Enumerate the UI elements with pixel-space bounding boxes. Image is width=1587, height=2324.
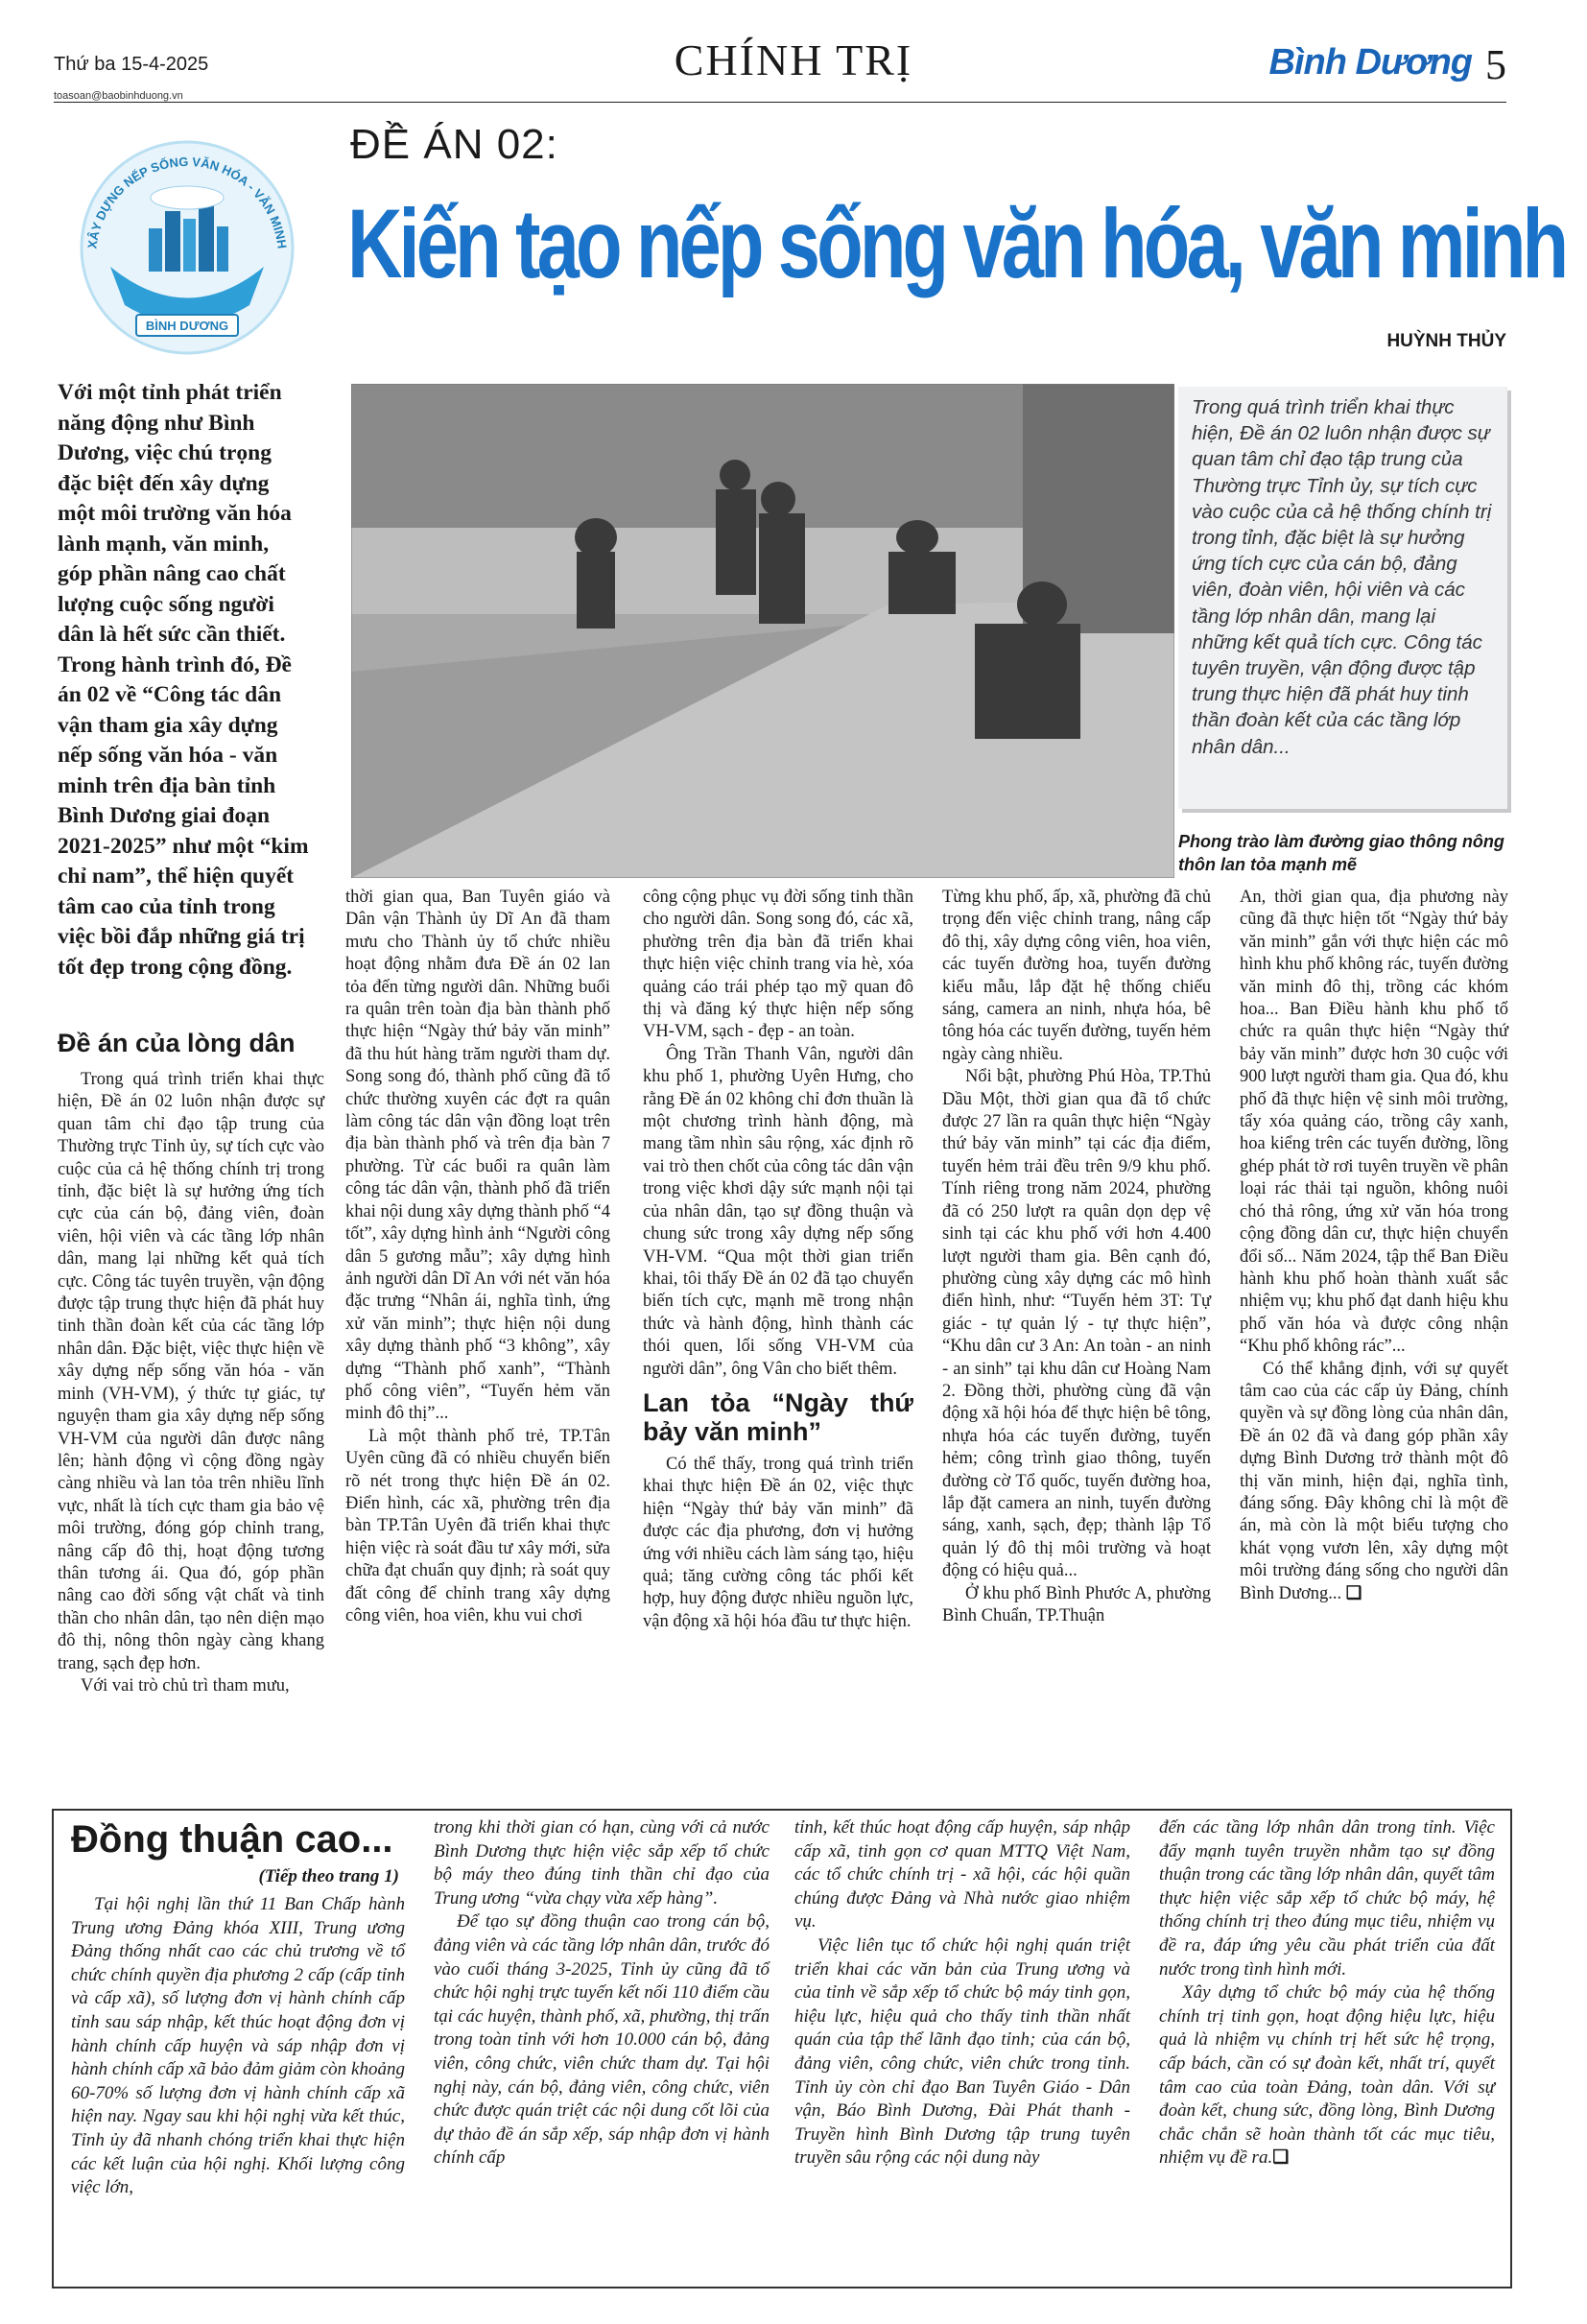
section-title: CHÍNH TRỊ (674, 36, 913, 84)
logo-ribbon-text: BÌNH DƯƠNG (145, 319, 229, 333)
page-number: 5 (1485, 41, 1506, 88)
road-construction-photo (351, 384, 1174, 878)
paragraph: An, thời gian qua, địa phương này cũng đã thực hiện tốt “Ngày thứ bảy văn minh” gắn với thực hiện các mô hình khu phố không rác, tuyến đường văn minh đô thị, trồng các khóm hoa... Ban Điều hành khu phố tổ chức ra quân thực hiện “Ngày thứ bảy văn minh” được hơn 30 cuộc với 900 lượt người tham gia. Qua đó, khu phố đã thực hiện vệ sinh môi trường, tẩy xóa quảng cáo, trồng cây xanh, hoa kiểng trên các tuyến đường, lồng ghép phát tờ rơi tuyên truyền về phân loại rác thải tại nguồn, không nuôi chó thả rông, ứng xử văn hóa trong cộng đồng dân cư, thực hiện chuyển đổi số... Năm 2024, tập thể Ban Điều hành khu phố hoàn thành xuất sắc nhiệm vụ; khu phố đạt danh hiệu khu phố văn hóa và được công nhận “Khu phố không rác”... (1240, 888, 1508, 1357)
subhead-de-an-long-dan: Đề án của lòng dân (58, 1029, 296, 1057)
paragraph: đến các tầng lớp nhân dân trong tỉnh. Việc đẩy mạnh tuyên truyền nhằm tạo sự đồng thuận trong các tầng lớp nhân dân, quyết tâm thực hiện việc sắp xếp tổ chức bộ máy, hệ thống chính trị theo đúng mục tiêu, nhiệm vụ đề ra, đáp ứng yêu cầu phát triển của đất nước trong tình hình mới. (1159, 1817, 1495, 1980)
article-column-3 (643, 887, 913, 1633)
campaign-logo (58, 123, 317, 374)
article-kicker: ĐỀ ÁN 02: (350, 121, 558, 168)
paragraph: tỉnh, kết thúc hoạt động cấp huyện, sáp nhập cấp xã, tinh gọn cơ quan MTTQ Việt Nam, các tổ chức chính trị - xã hội, các hội quần chúng được Đảng và Nhà nước giao nhiệm vụ. (794, 1817, 1130, 1933)
article-lead: Với một tỉnh phát triển năng động như Bình Dương, việc chú trọng đặc biệt đến xây dựng một môi trường văn hóa lành mạnh, văn minh, góp phần nâng cao chất lượng cuộc sống người dân là hết sức cần thiết. Trong hành trình đó, Đề án 02 về “Công tác dân vận tham gia xây dựng nếp sống văn hóa - văn minh trên địa bàn tỉnh Bình Dương giai đoạn 2021-2025” như một “kim chỉ nam”, thể hiện quyết tâm cao của tỉnh trong việc bồi đắp những giá trị tốt đẹp trong cộng đồng. (58, 380, 309, 980)
paragraph: Ông Trần Thanh Vân, người dân khu phố 1, phường Uyên Hưng, cho rằng Đề án 02 không chỉ đơn thuần là một chương trình hành động, mà mang tầm nhìn sâu rộng, xác định rõ vai trò then chốt của công tác dân vận trong việc khơi dậy sức mạnh nội tại của nhân dân, tạo sự đồng thuận và chung sức trong xây dựng nếp sống VH-VM. “Qua một thời gian triển khai, tôi thấy Đề án 02 đã tạo chuyển biến tích cực, mạnh mẽ trong nhận thức và hành động, hình thành các thói quen, lối sống VH-VM của người dân”, ông Vân cho biết thêm. (643, 1044, 913, 1379)
paragraph (1240, 1359, 1508, 1605)
article-author: HUỲNH THỦY (1386, 331, 1506, 351)
article-title: Kiến tạo nếp sống văn hóa, văn minh (347, 189, 1566, 298)
continued-from: (Tiếp theo trang 1) (258, 1866, 399, 1886)
paragraph: Có thể thấy, trong quá trình triển khai thực hiện Đề án 02, việc thực hiện “Ngày thứ bảy văn minh” đã được các địa phương, đơn vị hưởng ứng với nhiều cách làm sáng tạo, hiệu quả; tăng cường công tác phối kết hợp, huy động được nhiều nguồn lực, vận động xã hội hóa đầu tư thực hiện. (643, 1454, 913, 1631)
paragraph: trong khi thời gian có hạn, cùng với cả nước Bình Dương thực hiện việc sắp xếp tổ chức bộ máy theo đúng tinh thần chỉ đạo của Trung ương “vừa chạy vừa xếp hàng”. (434, 1817, 770, 1909)
paragraph: Nổi bật, phường Phú Hòa, TP.Thủ Dầu Một, thời gian qua đã tổ chức được 27 lần ra quân thực hiện “Ngày thứ bảy văn minh” tại các địa điểm, tuyến hẻm trải đều trên 9/9 khu phố. Tính riêng trong năm 2024, phường đã có 250 lượt ra quân dọn dẹp vệ sinh tại các khu phố với hơn 4.400 lượt người tham gia. Bên cạnh đó, phường cùng xây dựng các mô hình điển hình, như: “Tuyến hẻm 3T: Tự giác - tự quản lý - tự thực hiện”, “Khu dân cư 3 An: An toàn - an ninh - an sinh” tại khu dân cư Hoàng Nam 2. Đồng thời, phường cùng đã vận động xã hội hóa để thực hiện bê tông, nhựa hóa các tuyến đường, tuyến hẻm; công trình giao thông, tuyến đường cờ Tổ quốc, tuyến đường hoa, lắp đặt camera an ninh, tuyến đường sáng, xanh, sạch, đẹp; thành lập Tổ quản lý đô thị môi trường và hoạt động có hiệu quả... (942, 1067, 1211, 1581)
photo-caption: Phong trào làm đường giao thông nông thôn lan tỏa mạnh mẽ (1178, 832, 1504, 874)
paragraph-text: Xây dựng tổ chức bộ máy của hệ thống chính trị tinh gọn, hoạt động hiệu lực, hiệu quả là nhiệm vụ chính trị hết sức hệ trọng, cấp bách, cần có sự đoàn kết, nhất trí, quyết tâm cao của toàn Đảng, toàn dân. Với sự đoàn kết, chung sức, đồng lòng, Bình Dương chắc chắn sẽ hoàn thành tốt các mục tiêu, nhiệm vụ đề ra. (1159, 1982, 1495, 2169)
article-column-1 (58, 1069, 324, 1697)
continued-column-4 (1159, 1816, 1495, 2170)
paragraph: công cộng phục vụ đời sống tinh thần cho người dân. Song song đó, các xã, phường trên địa bàn đã triển khai thực hiện việc chỉnh trang vỉa hè, xóa quảng cáo trái phép tạo mỹ quan đô thị và đăng ký thực hiện nếp sống VH-VM, sạch - đẹp - an toàn. (643, 888, 913, 1042)
paragraph: Ở khu phố Bình Phước A, phường Bình Chuẩn, TP.Thuận (942, 1583, 1211, 1625)
end-mark-icon: ❑ (1345, 1583, 1362, 1603)
end-mark-icon: ❑ (1272, 2147, 1290, 2169)
paragraph-text: Có thể khẳng định, với sự quyết tâm cao của các cấp ủy Đảng, chính quyền và sự đồng lòng của nhân dân, Đề án 02 đã và đang góp phần xây dựng Bình Dương trở thành một đô thị văn minh, hiện đại, nghĩa tình, đáng sống. Đây không chỉ là một đề án, mà còn là một biểu tượng cho khát vọng vươn lên, xây dựng một môi trường đáng sống cho người dân Bình Dương... (1240, 1359, 1508, 1603)
article-column-2 (345, 887, 610, 1627)
pull-quote-box (1178, 387, 1507, 809)
newsroom-email: toasoan@baobinhduong.vn (54, 90, 183, 102)
continued-article-box (52, 1809, 1512, 2288)
pull-quote-text: Trong quá trình triển khai thực hiện, Đề án 02 luôn nhận được sự quan tâm chỉ đạo tập trung của Thường trực Tỉnh ủy, sự tích cực vào cuộc của cả hệ thống chính trị trong tỉnh, đặc biệt là sự hưởng ứng tích cực của cán bộ, đảng viên, đoàn viên, hội viên và các tầng lớp nhân dân, mang lại những kết quả tích cực. Công tác tuyên truyền, vận động được tập trung thực hiện đã phát huy tinh thần đoàn kết của các tầng lớp nhân dân... (1192, 396, 1492, 758)
paragraph: Để tạo sự đồng thuận cao trong cán bộ, đảng viên và các tầng lớp nhân dân, trước đó vào cuối tháng 3-2025, Tỉnh ủy cũng đã tổ chức hội nghị trực tuyến kết nối 110 điểm cầu tại các huyện, thành phố, xã, phường, thị trấn trong toàn tỉnh với hơn 10.000 cán bộ, đảng viên, công chức, viên chức tham dự. Tại hội nghị này, cán bộ, đảng viên, công chức, viên chức được quán triệt các nội dung cốt lõi của dự thảo đề án sắp xếp, sáp nhập đơn vị hành chính cấp (434, 1911, 770, 2169)
paragraph: Với vai trò chủ trì tham mưu, (81, 1675, 290, 1696)
newspaper-brand: Bình Dương (1268, 42, 1472, 83)
continued-column-2 (434, 1816, 770, 2170)
continued-column-3 (794, 1816, 1130, 2170)
paragraph: Tại hội nghị lần thứ 11 Ban Chấp hành Trung ương Đảng khóa XIII, Trung ương Đảng thống nhất cao các chủ trương về tổ chức chính quyền địa phương 2 cấp (cấp tỉnh và cấp xã), số lượng đơn vị hành chính cấp tỉnh sau sáp nhập, kết thúc hoạt động đơn vị hành chính cấp huyện và sáp nhập đơn vị hành chính cấp xã bảo đảm giảm còn khoảng 60-70% số lượng đơn vị hành chính cấp xã hiện nay. Ngay sau khi hội nghị vừa kết thúc, Tỉnh ủy đã nhanh chóng triển khai thực hiện các kết luận của hội nghị. Khối lượng công việc lớn, (71, 1894, 405, 2198)
continued-title: Đồng thuận cao... (71, 1818, 393, 1861)
logo-arc-text: XÂY DỰNG NẾP SỐNG VĂN HÓA - VĂN MINH (84, 154, 290, 249)
continued-column-1 (71, 1893, 405, 2200)
paragraph: Là một thành phố trẻ, TP.Tân Uyên cũng đã có nhiều chuyển biến rõ nét trong thực hiện Đề án 02. Điển hình, các xã, phường trên địa bàn TP.Tân Uyên đã triển khai thực hiện việc rà soát đầu tư xây mới, sửa chữa đạt chuẩn quy định; rà soát quy đất công để chỉnh trang xây dựng công viên, hoa viên, khu vui chơi (345, 1426, 610, 1625)
paragraph: Việc liên tục tổ chức hội nghị quán triệt triển khai các văn bản của Trung ương và của tỉnh về sắp xếp tổ chức bộ máy tinh gọn, hiệu lực, hiệu quả cho thấy tinh thần nhất quán của tập thể lãnh đạo tỉnh; của cán bộ, đảng viên, công chức, viên chức trong tỉnh. Tỉnh ủy còn chỉ đạo Ban Tuyên Giáo - Dân vận, Báo Bình Dương, Đài Phát thanh - Truyền hình Bình Dương tập trung tuyên truyền sâu rộng các nội dung này (794, 1934, 1130, 2169)
paragraph: Trong quá trình triển khai thực hiện, Đề án 02 luôn nhận được sự quan tâm chỉ đạo tập trung của Thường trực Tỉnh ủy, sự tích cực vào cuộc của cả hệ thống chính trị trong tỉnh, đặc biệt là sự hưởng ứng tích cực của cán bộ, đảng viên, đoàn viên, hội viên và các tầng lớp nhân dân, mang lại những kết quả tích cực. Công tác tuyên truyền, vận động được tập trung thực hiện đã phát huy tinh thần đoàn kết của các tầng lớp nhân dân. Đặc biệt, việc thực hiện về xây dựng nếp sống văn hóa - văn minh (VH-VM), ý thức tự giác, tự nguyện tham gia xây dựng nếp sống VH-VM của người dân được nâng lên; hành động vì cộng đồng ngày càng nhiều và lan tỏa trên nhiều lĩnh vực, nhất là tích cực tham gia bảo vệ môi trường, đóng góp chỉnh trang, nâng cấp đô thị, hoạt động tương thân tương ái. Qua đó, góp phần nâng cao đời sống vật chất và tinh thần cho nhân dân, tạo nên diện mạo đô thị, nông thôn ngày càng khang trang, sạch đẹp hơn. (58, 1070, 324, 1673)
paragraph (1159, 1981, 1495, 2170)
article-column-5 (1240, 887, 1508, 1605)
paragraph: thời gian qua, Ban Tuyên giáo và Dân vận Thành ủy Dĩ An đã tham mưu cho Thành ủy tổ chức nhiều hoạt động nhằm đưa Đề án 02 lan tỏa đến từng người dân. Những buổi ra quân trên toàn địa bàn thành phố thực hiện “Ngày thứ bảy văn minh” đã thu hút hàng trăm người tham dự. Song song đó, thành phố cũng đã tổ chức thường xuyên các đợt ra quân làm công tác dân vận đồng loạt trên địa bàn thành phố và trên địa bàn 7 phường. Từ các buổi ra quân làm công tác dân vận, thành phố đã triển khai nội dung xây dựng thành phố “4 tốt”, xây dựng hình ảnh “Người công dân 5 gương mẫu”; xây dựng hình ảnh người dân Dĩ An với nét văn hóa đặc trưng “Nhân ái, nghĩa tình, ứng xử văn minh”; thực hiện nội dung xây dựng thành phố “3 không”, xây dựng “Thành phố xanh”, “Thành phố công viên”, “Tuyến hẻm văn minh đô thị”... (345, 888, 610, 1424)
issue-date: Thứ ba 15-4-2025 (54, 54, 209, 75)
subhead-ngay-thu-bay: Lan tỏa “Ngày thứ bảy văn minh” (643, 1387, 913, 1446)
paragraph: Từng khu phố, ấp, xã, phường đã chủ trọng đến việc chỉnh trang, nâng cấp đô thị, xây dựng công viên, hoa viên, các tuyến đường hoa, tuyến đường kiểu mẫu, lắp đặt hệ thống chiếu sáng, camera an ninh, nhựa hóa, bê tông hóa các tuyến đường, tuyến hẻm ngày càng nhiều. (942, 888, 1211, 1064)
article-column-4 (942, 887, 1211, 1627)
header-divider (54, 102, 1506, 103)
